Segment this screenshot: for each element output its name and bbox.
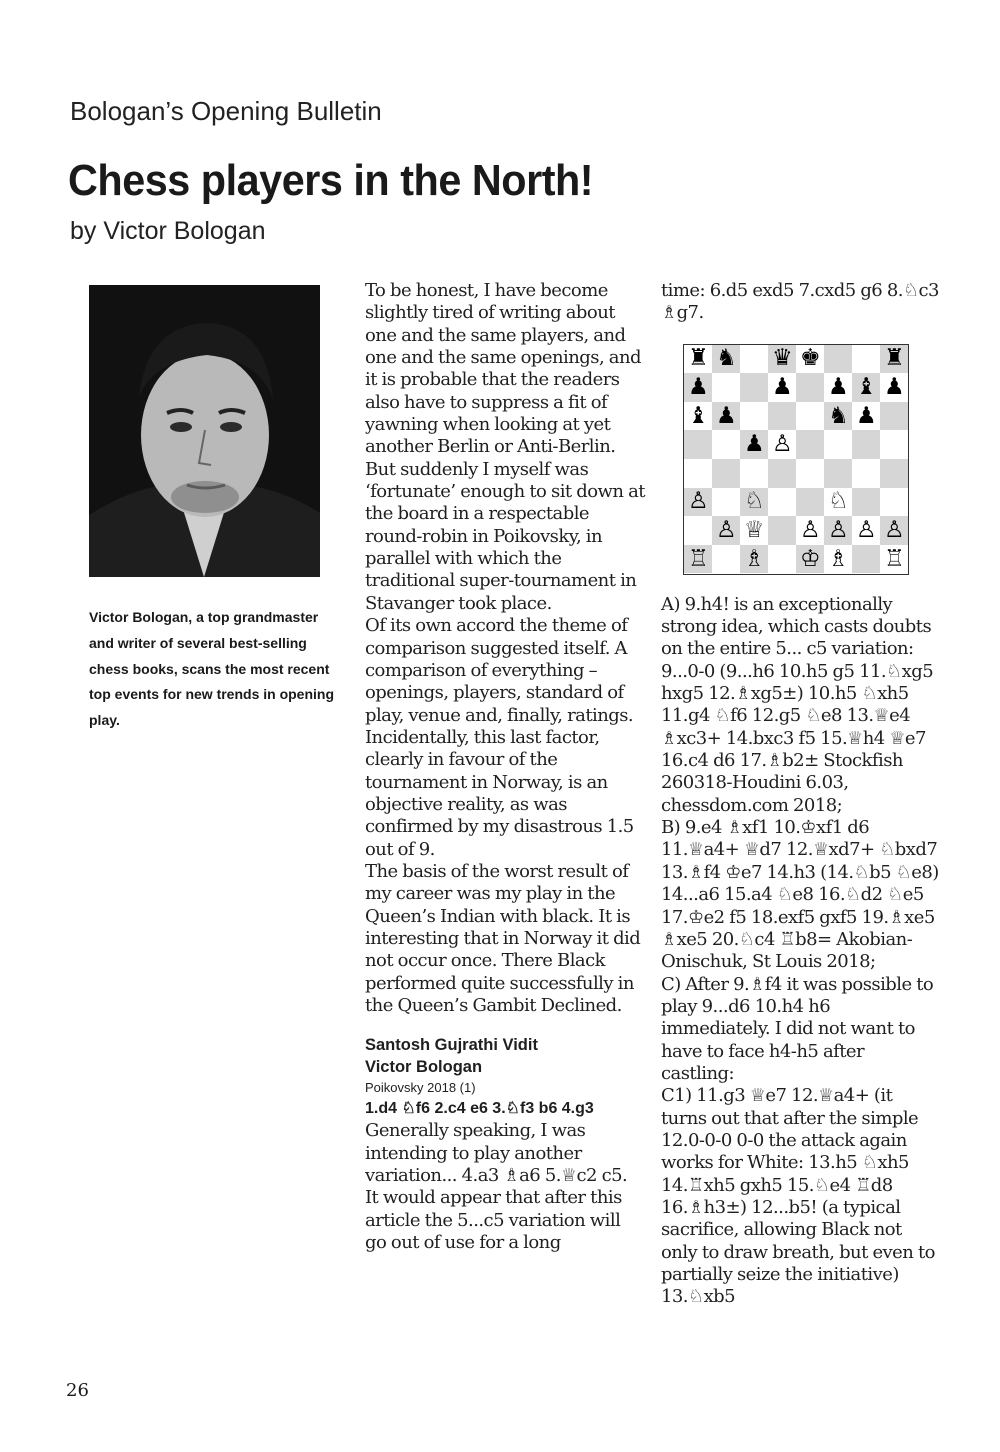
square-g6: ♟ <box>852 402 880 431</box>
square-g5 <box>852 430 880 459</box>
game-opening-moves: 1.d4 ♘f6 2.c4 e6 3.♘f3 b6 4.g3 <box>365 1100 594 1118</box>
square-f5 <box>824 430 852 459</box>
square-h3 <box>880 488 908 517</box>
page-number: 26 <box>66 1380 89 1401</box>
article-byline: by Victor Bologan <box>70 217 266 245</box>
square-f1: ♗ <box>824 545 852 574</box>
square-b5 <box>712 430 740 459</box>
square-f8 <box>824 345 852 374</box>
square-c6 <box>740 402 768 431</box>
analysis-text: A) 9.h4! is an exceptionally strong idea, which casts doubts on the entire 5... c5 variation: 9...0-0 (9...h6 10.h5 g5 11.♘xg5 hxg5 12.♗xg5±) 10.h5 ♘xh5 11.g4 ♘f6 12.g5 ♘e8 13.♕e4 ♗xc3+ 14.bxc3 f5 15.♕h4 ♕e7 16.c4 d6 17.♗b2± Stockfish 260318-Houdini 6.03, chessdom.com 2018; B) 9.e4 ♗xf1 10.♔xf1 d6 11.♕a4+ ♕d7 12.♕xd7+ ♘bxd7 13.♗f4 ♔e7 14.h3 (14.♘b5 ♘e8) 14...a6 15.a4 ♘e8 16.♘d2 ♘e5 17.♔e2 f5 18.exf5 gxf5 19.♗xe5 ♗xe5 20.♘c4 ♖b8= Akobian-Onischuk, St Louis 2018; C) After 9.♗f4 it was possible to play 9...d6 10.h4 h6 immediately. I did not want to have to face h4-h5 after castling: C1) 11.g3 ♕e7 12.♕a4+ (it turns out that after the simple 12.0-0-0 0-0 the attack again works for White: 13.h5 ♘xh5 14.♖xh5 gxh5 15.♘e4 ♖d8 16.♗h3±) 12...b5! (a typical sacrifice, allowing Black not only to draw breath, but even to partially seize the initiative) 13.♘xb5 <box>661 593 939 1308</box>
square-h1: ♖ <box>880 545 908 574</box>
square-d5: ♙ <box>768 430 796 459</box>
square-b4 <box>712 459 740 488</box>
square-g2: ♙ <box>852 516 880 545</box>
column-top-text: time: 6.d5 exd5 7.cxd5 g6 8.♘c3 ♗g7. <box>661 280 939 324</box>
square-g1 <box>852 545 880 574</box>
game-black-player: Victor Bologan <box>365 1058 483 1077</box>
square-b8: ♞ <box>712 345 740 374</box>
square-a8: ♜ <box>684 345 712 374</box>
square-b7 <box>712 373 740 402</box>
square-e7 <box>796 373 824 402</box>
square-a4 <box>684 459 712 488</box>
square-g4 <box>852 459 880 488</box>
square-e1: ♔ <box>796 545 824 574</box>
square-c3: ♘ <box>740 488 768 517</box>
square-c7 <box>740 373 768 402</box>
square-d2 <box>768 516 796 545</box>
intro-text: To be honest, I have become slightly tired of writing about one and the same players, and one and the same openings, and it is probable that the readers also have to suppress a fit of yawning when looking at yet another Berlin or Anti-Berlin. But suddenly I myself was ‘fortunate’ enough to sit down at the board in a respectable round-robin in Poikovsky, in parallel with which the traditional super-tournament in Stavanger took place. Of its own accord the theme of comparison suggested itself. A comparison of everything – openings, players, standard of play, venue and, finally, ratings. Incidentally, this last factor, clearly in favour of the tournament in Norway, is an objective reality, as was confirmed by my disastrous 1.5 out of 9. The basis of the worst result of my career was my play in the Queen’s Indian with black. It is interesting that in Norway it did not occur once. There Black performed quite successfully in the Queen’s Gambit Declined. <box>365 280 645 1016</box>
square-c8 <box>740 345 768 374</box>
square-f6: ♞ <box>824 402 852 431</box>
square-c2: ♕ <box>740 516 768 545</box>
square-g8 <box>852 345 880 374</box>
chess-board <box>683 344 909 575</box>
square-b1 <box>712 545 740 574</box>
square-f2: ♙ <box>824 516 852 545</box>
square-c4 <box>740 459 768 488</box>
square-h8: ♜ <box>880 345 908 374</box>
portrait-image <box>89 285 320 577</box>
continuation-text: Generally speaking, I was intending to play another variation... 4.a3 ♗a6 5.♕c2 c5. It would appear that after this article the 5...c5 variation will go out of use for a long <box>365 1120 628 1254</box>
square-b3 <box>712 488 740 517</box>
square-d8: ♛ <box>768 345 796 374</box>
square-c5: ♟ <box>740 430 768 459</box>
square-h7: ♟ <box>880 373 908 402</box>
square-a3: ♙ <box>684 488 712 517</box>
square-h4 <box>880 459 908 488</box>
article-column-left <box>365 280 645 1254</box>
square-h5 <box>880 430 908 459</box>
square-h2: ♙ <box>880 516 908 545</box>
square-f7: ♟ <box>824 373 852 402</box>
square-a6: ♝ <box>684 402 712 431</box>
author-photo <box>89 285 320 577</box>
square-a7: ♟ <box>684 373 712 402</box>
square-d1 <box>768 545 796 574</box>
square-g3 <box>852 488 880 517</box>
square-e2: ♙ <box>796 516 824 545</box>
square-f4 <box>824 459 852 488</box>
square-e3 <box>796 488 824 517</box>
square-e8: ♚ <box>796 345 824 374</box>
square-b2: ♙ <box>712 516 740 545</box>
square-e5 <box>796 430 824 459</box>
square-h6 <box>880 402 908 431</box>
article-column-right <box>661 280 941 1309</box>
square-e6 <box>796 402 824 431</box>
square-a2 <box>684 516 712 545</box>
square-d3 <box>768 488 796 517</box>
game-white-player: Santosh Gujrathi Vidit <box>365 1036 538 1055</box>
game-event: Poikovsky 2018 (1) <box>365 1080 476 1096</box>
square-e4 <box>796 459 824 488</box>
square-d7: ♟ <box>768 373 796 402</box>
caption-text: Victor Bologan, a top grandmaster and writer of several best-selling chess books, scans the most recent top events for new trends in opening play. <box>89 609 335 729</box>
article-title: Chess players in the North! <box>68 156 594 205</box>
square-c1: ♗ <box>740 545 768 574</box>
square-f3: ♘ <box>824 488 852 517</box>
square-d6 <box>768 402 796 431</box>
square-a1: ♖ <box>684 545 712 574</box>
square-b6: ♟ <box>712 402 740 431</box>
photo-caption <box>89 605 339 734</box>
square-d4 <box>768 459 796 488</box>
square-a5 <box>684 430 712 459</box>
section-label: Bologan’s Opening Bulletin <box>70 96 382 126</box>
square-g7: ♝ <box>852 373 880 402</box>
chess-diagram <box>683 344 911 576</box>
